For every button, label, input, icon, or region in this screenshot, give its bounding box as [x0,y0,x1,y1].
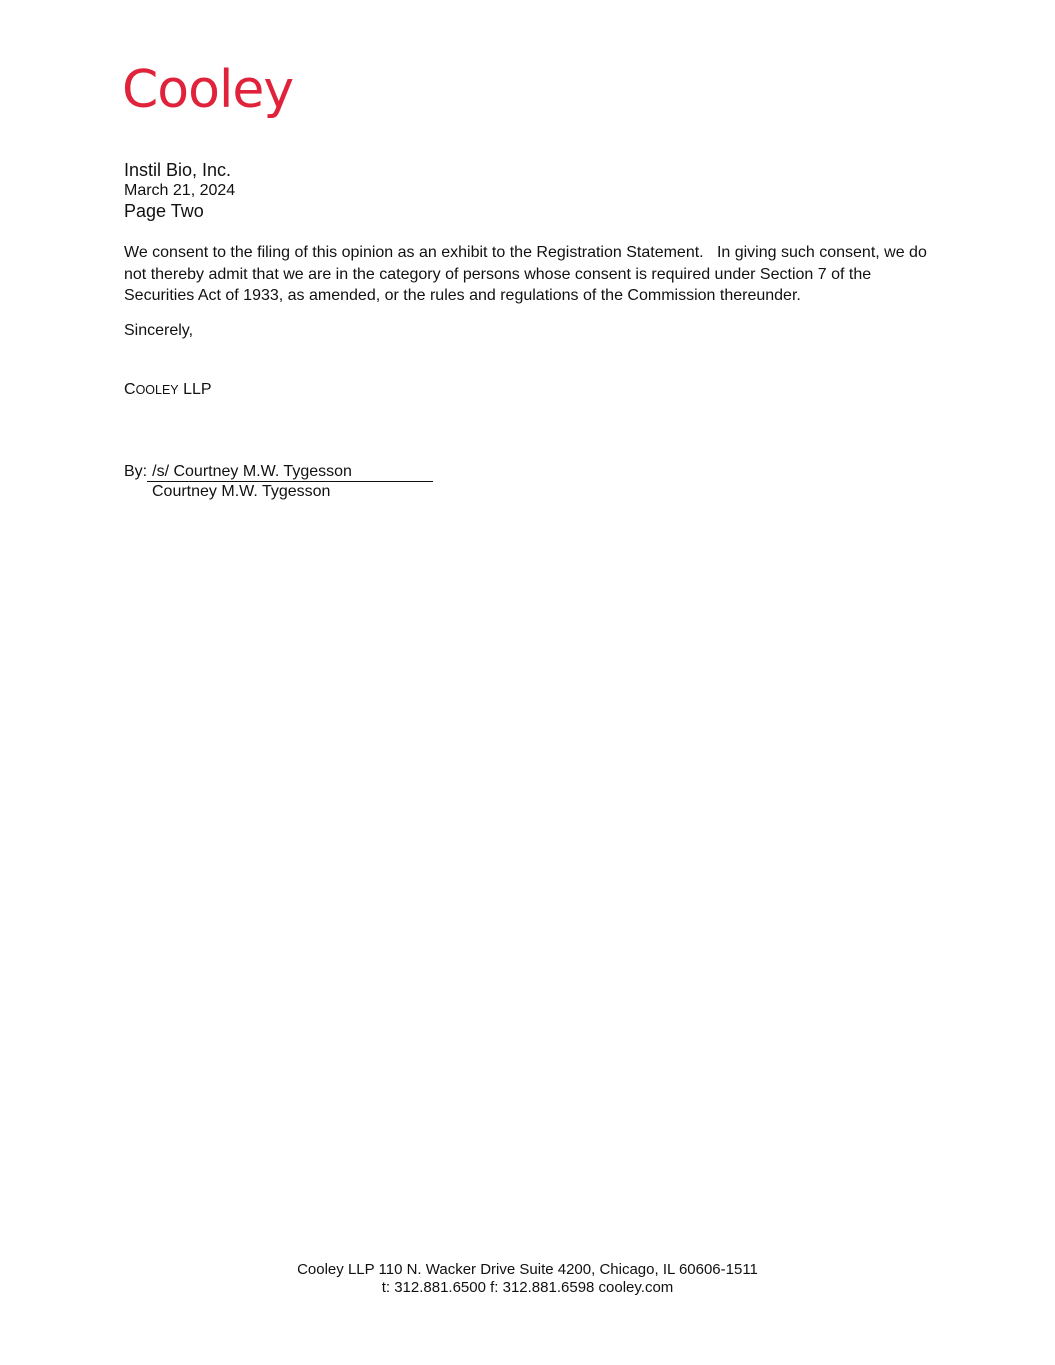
printed-name: Courtney M.W. Tygesson [152,483,331,500]
signature-line [124,462,433,482]
firm-name [124,380,212,400]
letterhead-footer [0,1261,1055,1297]
letter-header [124,160,624,222]
addressee-company: Instil Bio, Inc. [124,160,232,180]
firm-suffix: LLP [178,381,212,398]
signature-text: /s/ Courtney M.W. Tygesson [147,463,433,482]
closing-salutation: Sincerely, [124,322,194,339]
by-label: By: [124,463,148,480]
footer-contact: t: 312.881.6500 f: 312.881.6598 cooley.com [381,1279,674,1296]
letter-date: March 21, 2024 [124,182,236,199]
footer-address: Cooley LLP 110 N. Wacker Drive Suite 4200, Chicago, IL 60606-1511 [297,1261,758,1278]
firm-smallcaps: OOLEY [135,383,179,397]
consent-paragraph: We consent to the filing of this opinion as an exhibit to the Registration Statement. In giving such consent, we do not thereby admit that we are in the category of persons whose consent is required under Section 7 of the Securities Act of 1933, as amended, or the rules and regulations of the Commission thereunder. [124,244,932,304]
page-label: Page Two [124,201,204,221]
firm-initial: C [124,381,136,398]
cooley-logo: Cooley [122,60,294,120]
